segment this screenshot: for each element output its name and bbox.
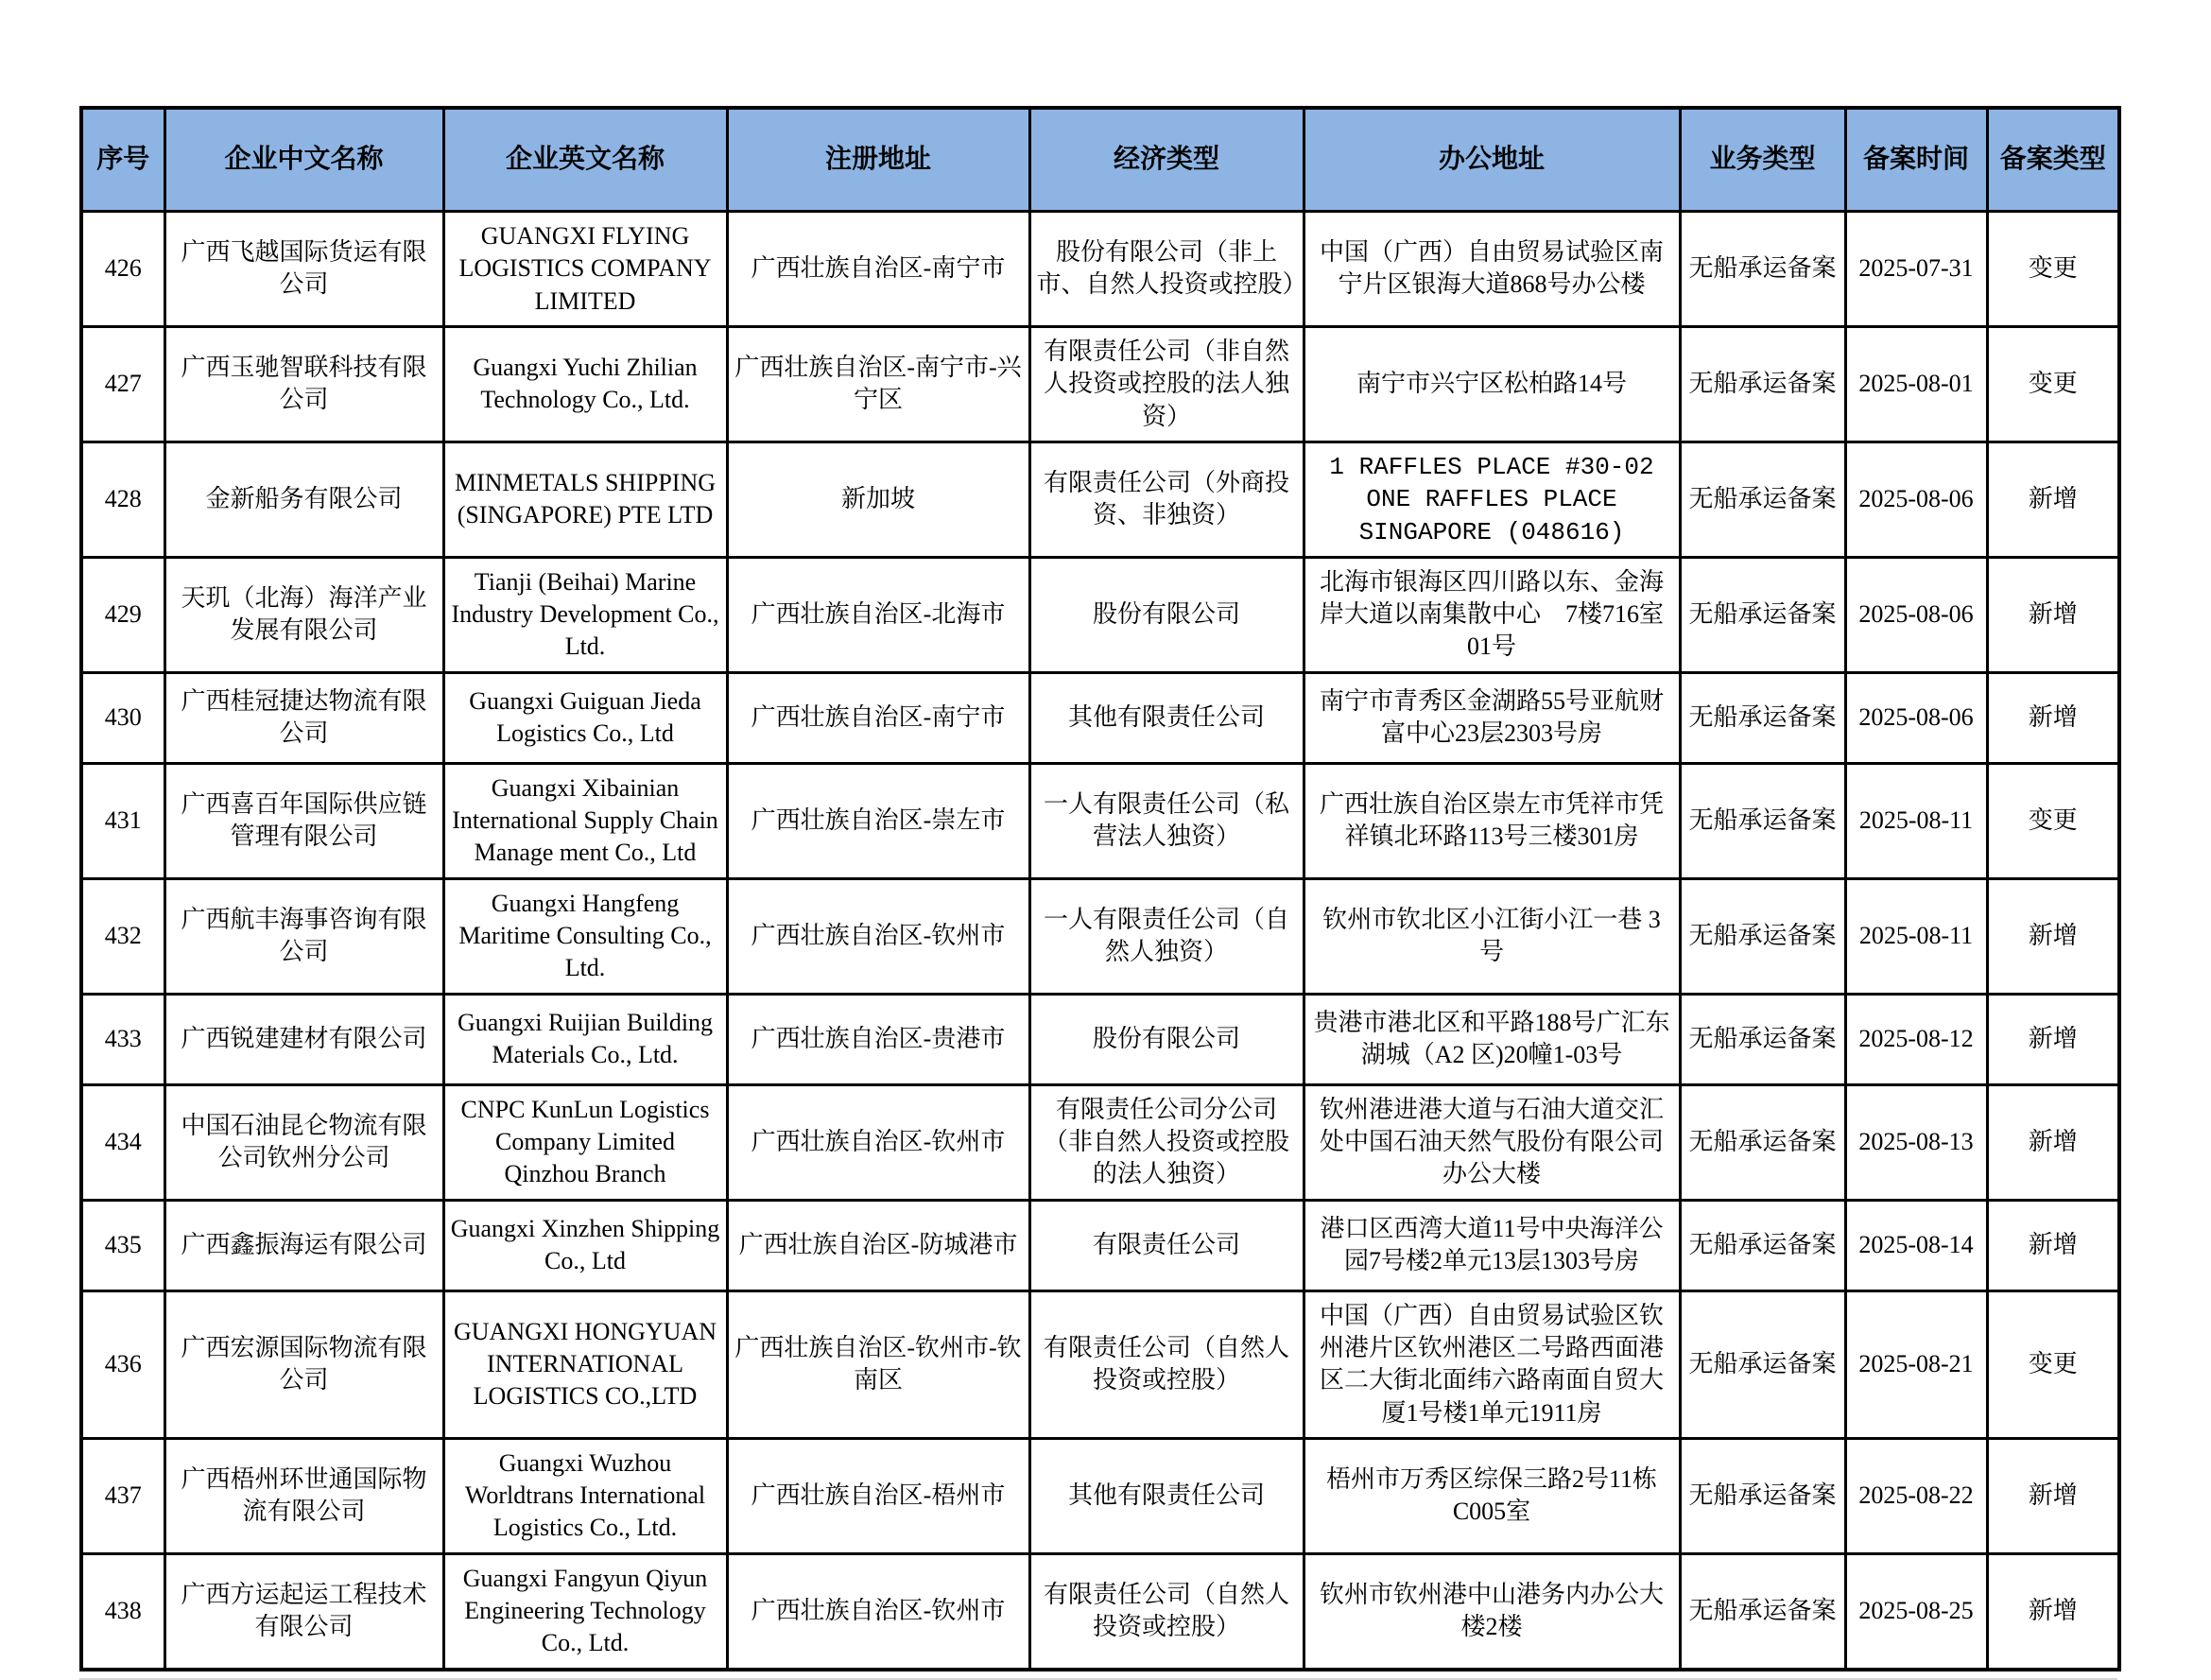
cell-business-type: 无船承运备案 [1680,1290,1845,1438]
cell-company-cn: 广西航丰海事咨询有限公司 [164,878,443,994]
cell-office-address: 北海市银海区四川路以东、金海岸大道以南集散中心 7楼716室01号 [1304,557,1680,672]
cell-business-type: 无船承运备案 [1680,1200,1845,1290]
cell-company-en: CNPC KunLun Logistics Company Limited Qinzhou Branch [443,1084,727,1200]
cell-office-address: 贵港市港北区和平路188号广汇东湖城（A2 区)20幢1-03号 [1304,994,1680,1084]
cell-filing-type: 新增 [1987,1084,2119,1200]
cell-office-address: 1 RAFFLES PLACE #30-02 ONE RAFFLES PLACE SINGAPORE (048616) [1304,442,1680,557]
cell-business-type: 无船承运备案 [1680,557,1845,672]
cell-registered-address: 广西壮族自治区-钦州市 [727,1553,1029,1669]
cell-filing-type: 新增 [1987,994,2119,1084]
cell-economic-type: 股份有限公司（非上市、自然人投资或控股） [1029,212,1304,327]
cell-filing-date: 2025-08-21 [1845,1290,1987,1438]
column-header-economic-type: 经济类型 [1029,108,1304,212]
column-header-filing-date: 备案时间 [1845,108,1987,212]
cell-company-cn: 中国石油昆仑物流有限公司钦州分公司 [164,1084,443,1200]
cell-office-address: 南宁市青秀区金湖路55号亚航财富中心23层2303号房 [1304,672,1680,763]
cell-serial: 427 [81,326,164,442]
cell-office-address: 钦州市钦北区小江街小江一巷 3号 [1304,878,1680,994]
cell-economic-type: 有限责任公司 [1029,1200,1304,1290]
cell-business-type: 无船承运备案 [1680,1553,1845,1669]
cell-company-en: Guangxi Hangfeng Maritime Consulting Co., Ltd. [443,878,727,994]
cell-office-address: 中国（广西）自由贸易试验区钦州港片区钦州港区二号路西面港区二大街北面纬六路南面自贸大厦1号楼1单元1911房 [1304,1290,1680,1438]
cell-filing-date: 2025-08-11 [1845,878,1987,994]
cell-company-en: MINMETALS SHIPPING (SINGAPORE) PTE LTD [443,442,727,557]
cell-office-address: 中国（广西）自由贸易试验区南宁片区银海大道868号办公楼 [1304,212,1680,327]
cell-company-cn: 广西锐建建材有限公司 [164,994,443,1084]
cell-economic-type: 其他有限责任公司 [1029,1438,1304,1553]
cell-registered-address: 广西壮族自治区-南宁市 [727,672,1029,763]
cell-registered-address: 广西壮族自治区-钦州市-钦南区 [727,1290,1029,1438]
cell-economic-type: 股份有限公司 [1029,994,1304,1084]
table-header [81,108,2119,212]
cell-filing-date: 2025-08-13 [1845,1084,1987,1200]
cell-registered-address: 新加坡 [727,442,1029,557]
column-header-filing-type: 备案类型 [1987,108,2119,212]
table-header-row [81,108,2119,212]
cell-filing-date: 2025-08-06 [1845,557,1987,672]
cell-filing-date: 2025-08-01 [1845,326,1987,442]
cell-serial: 430 [81,672,164,763]
cell-serial: 426 [81,212,164,327]
cell-company-cn: 广西梧州环世通国际物流有限公司 [164,1438,443,1553]
cell-registered-address: 广西壮族自治区-钦州市 [727,878,1029,994]
cell-economic-type: 有限责任公司（外商投资、非独资） [1029,442,1304,557]
cell-company-cn: 广西方运起运工程技术有限公司 [164,1553,443,1669]
table-row [81,672,2119,763]
cell-registered-address: 广西壮族自治区-贵港市 [727,994,1029,1084]
table-row [81,878,2119,994]
table-row [81,763,2119,878]
column-header-company-cn: 企业中文名称 [164,108,443,212]
cell-office-address: 南宁市兴宁区松柏路14号 [1304,326,1680,442]
cell-filing-type: 变更 [1987,212,2119,327]
cell-office-address: 钦州市钦州港中山港务内办公大楼2楼 [1304,1553,1680,1669]
cell-company-en: Guangxi Xinzhen Shipping Co., Ltd [443,1200,727,1290]
cell-company-cn: 广西玉驰智联科技有限公司 [164,326,443,442]
cell-office-address: 钦州港进港大道与石油大道交汇处中国石油天然气股份有限公司办公大楼 [1304,1084,1680,1200]
cell-company-cn: 广西桂冠捷达物流有限公司 [164,672,443,763]
column-header-serial: 序号 [81,108,164,212]
cell-filing-date: 2025-08-06 [1845,442,1987,557]
table-row [81,1084,2119,1200]
cell-filing-type: 变更 [1987,763,2119,878]
column-header-registered-address: 注册地址 [727,108,1029,212]
cell-serial: 437 [81,1438,164,1553]
cell-economic-type: 一人有限责任公司（自然人独资） [1029,878,1304,994]
cell-serial: 436 [81,1290,164,1438]
cell-registered-address: 广西壮族自治区-钦州市 [727,1084,1029,1200]
table-row [81,1438,2119,1553]
cell-economic-type: 有限责任公司（自然人投资或控股） [1029,1553,1304,1669]
cell-serial: 434 [81,1084,164,1200]
cell-serial: 432 [81,878,164,994]
cell-registered-address: 广西壮族自治区-梧州市 [727,1438,1029,1553]
cell-filing-type: 新增 [1987,442,2119,557]
cell-registered-address: 广西壮族自治区-崇左市 [727,763,1029,878]
cell-company-en: Guangxi Ruijian Building Materials Co., Ltd. [443,994,727,1084]
cell-company-en: Guangxi Fangyun Qiyun Engineering Technology Co., Ltd. [443,1553,727,1669]
cell-filing-date: 2025-08-06 [1845,672,1987,763]
cell-serial: 428 [81,442,164,557]
cell-business-type: 无船承运备案 [1680,763,1845,878]
table-row [81,442,2119,557]
cell-serial: 433 [81,994,164,1084]
cell-business-type: 无船承运备案 [1680,1438,1845,1553]
table-row [81,212,2119,327]
table-row [81,557,2119,672]
cell-serial: 431 [81,763,164,878]
table-row [81,1200,2119,1290]
table-row [81,994,2119,1084]
cell-business-type: 无船承运备案 [1680,994,1845,1084]
cell-economic-type: 其他有限责任公司 [1029,672,1304,763]
filing-table [79,106,2121,1671]
cell-filing-date: 2025-07-31 [1845,212,1987,327]
cell-company-en: Guangxi Yuchi Zhilian Technology Co., Ltd. [443,326,727,442]
cell-company-cn: 广西喜百年国际供应链管理有限公司 [164,763,443,878]
cell-serial: 438 [81,1553,164,1669]
cell-filing-type: 变更 [1987,1290,2119,1438]
cell-filing-type: 新增 [1987,1553,2119,1669]
cell-company-en: Tianji (Beihai) Marine Industry Development Co., Ltd. [443,557,727,672]
cell-company-cn: 天玑（北海）海洋产业发展有限公司 [164,557,443,672]
cell-filing-date: 2025-08-25 [1845,1553,1987,1669]
column-header-company-en: 企业英文名称 [443,108,727,212]
cell-economic-type: 股份有限公司 [1029,557,1304,672]
cell-filing-type: 新增 [1987,557,2119,672]
cell-filing-type: 新增 [1987,1200,2119,1290]
cell-company-cn: 广西宏源国际物流有限公司 [164,1290,443,1438]
cell-office-address: 梧州市万秀区综保三路2号11栋C005室 [1304,1438,1680,1553]
cell-company-en: GUANGXI HONGYUAN INTERNATIONAL LOGISTICS CO.,LTD [443,1290,727,1438]
cell-business-type: 无船承运备案 [1680,212,1845,327]
cell-business-type: 无船承运备案 [1680,326,1845,442]
table-body [81,212,2119,1670]
cell-registered-address: 广西壮族自治区-防城港市 [727,1200,1029,1290]
cell-company-cn: 广西飞越国际货运有限公司 [164,212,443,327]
cell-filing-type: 新增 [1987,1438,2119,1553]
cell-registered-address: 广西壮族自治区-北海市 [727,557,1029,672]
cell-business-type: 无船承运备案 [1680,672,1845,763]
cell-company-en: Guangxi Xibainian International Supply Chain Manage ment Co., Ltd [443,763,727,878]
document-page [79,106,2121,1680]
cell-company-en: Guangxi Wuzhou Worldtrans International Logistics Co., Ltd. [443,1438,727,1553]
cell-company-cn: 金新船务有限公司 [164,442,443,557]
cell-business-type: 无船承运备案 [1680,1084,1845,1200]
cell-office-address: 港口区西湾大道11号中央海洋公园7号楼2单元13层1303号房 [1304,1200,1680,1290]
cell-economic-type: 一人有限责任公司（私营法人独资） [1029,763,1304,878]
table-bottom-rule [79,1678,2117,1680]
cell-filing-date: 2025-08-12 [1845,994,1987,1084]
cell-registered-address: 广西壮族自治区-南宁市-兴宁区 [727,326,1029,442]
cell-office-address: 广西壮族自治区崇左市凭祥市凭祥镇北环路113号三楼301房 [1304,763,1680,878]
table-row [81,326,2119,442]
cell-economic-type: 有限责任公司（自然人投资或控股） [1029,1290,1304,1438]
cell-company-en: GUANGXI FLYING LOGISTICS COMPANY LIMITED [443,212,727,327]
cell-business-type: 无船承运备案 [1680,878,1845,994]
cell-company-cn: 广西鑫振海运有限公司 [164,1200,443,1290]
cell-serial: 429 [81,557,164,672]
cell-filing-type: 变更 [1987,326,2119,442]
cell-economic-type: 有限责任公司分公司（非自然人投资或控股的法人独资） [1029,1084,1304,1200]
cell-filing-date: 2025-08-22 [1845,1438,1987,1553]
table-row [81,1553,2119,1669]
cell-economic-type: 有限责任公司（非自然人投资或控股的法人独资） [1029,326,1304,442]
cell-business-type: 无船承运备案 [1680,442,1845,557]
cell-company-en: Guangxi Guiguan Jieda Logistics Co., Ltd [443,672,727,763]
table-row [81,1290,2119,1438]
column-header-office-address: 办公地址 [1304,108,1680,212]
cell-filing-date: 2025-08-11 [1845,763,1987,878]
cell-filing-type: 新增 [1987,878,2119,994]
column-header-business-type: 业务类型 [1680,108,1845,212]
cell-serial: 435 [81,1200,164,1290]
cell-filing-type: 新增 [1987,672,2119,763]
cell-filing-date: 2025-08-14 [1845,1200,1987,1290]
cell-registered-address: 广西壮族自治区-南宁市 [727,212,1029,327]
